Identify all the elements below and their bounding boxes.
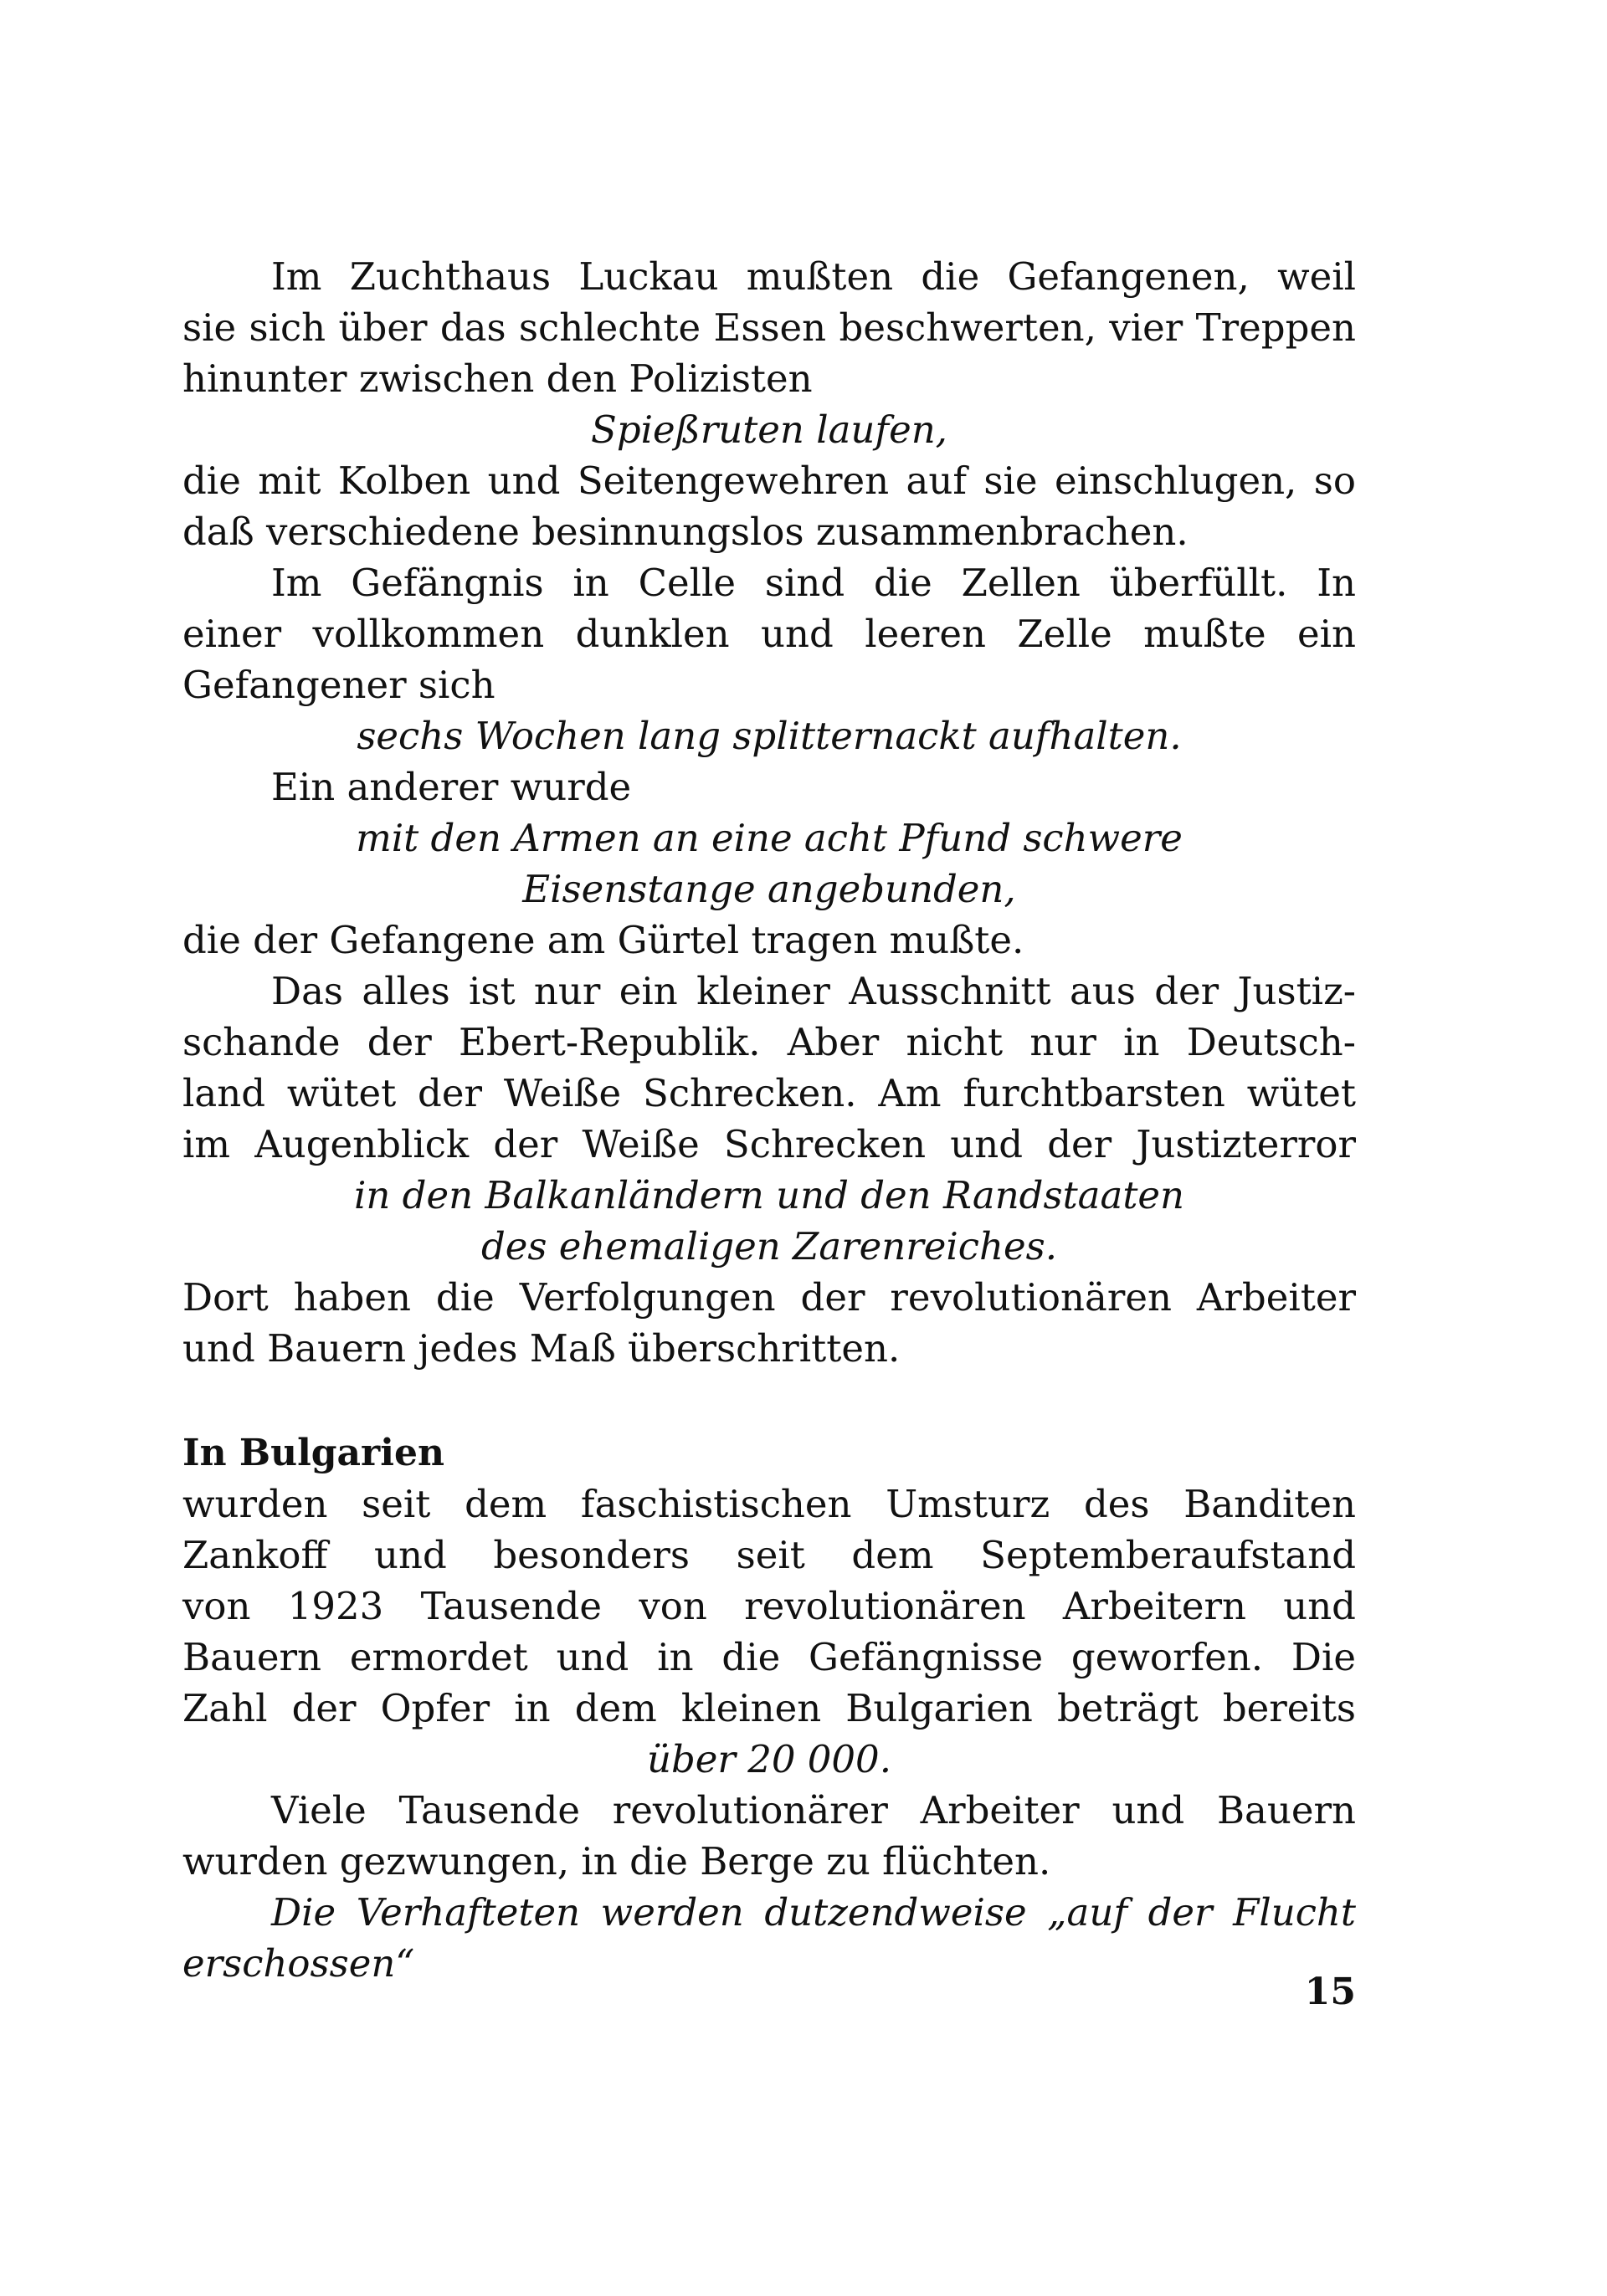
text-line: land wütet der Weiße Schrecken. Am furchtbarsten wütet xyxy=(182,1071,1356,1115)
text-line: einer vollkommen dunklen und leeren Zelle mußte ein xyxy=(182,612,1356,656)
emphasis-line: mit den Armen an eine acht Pfund schwere xyxy=(356,816,1183,860)
emphasis-line: Eisenstange angebunden, xyxy=(522,867,1016,911)
text-line: von 1923 Tausende von revolutionären Arbeitern und xyxy=(182,1584,1356,1628)
emphasis-line: sechs Wochen lang splitternackt aufhalten. xyxy=(357,714,1182,758)
emphasis-line: des ehemaligen Zarenreiches. xyxy=(480,1224,1058,1268)
text-line: hinunter zwischen den Polizisten xyxy=(182,356,813,401)
text-line: wurden gezwungen, in die Berge zu flüchten. xyxy=(182,1839,1051,1883)
text-line: Im Gefängnis in Celle sind die Zellen überfüllt. In xyxy=(271,561,1356,605)
text-line: Viele Tausende revolutionärer Arbeiter und Bauern xyxy=(271,1788,1356,1832)
text-line: schande der Ebert-Republik. Aber nicht nur in Deutsch- xyxy=(182,1020,1356,1064)
paragraph-ebert-republik xyxy=(182,966,1356,1374)
emphasis-line: Spießruten laufen, xyxy=(591,407,947,452)
text-line: Im Zuchthaus Luckau mußten die Gefangenen, weil xyxy=(271,254,1356,299)
text-line: die mit Kolben und Seitengewehren auf sie einschlugen, so xyxy=(182,459,1356,503)
paragraph-celle xyxy=(182,557,1356,966)
page-number: 15 xyxy=(1304,1971,1356,2013)
text-line: Das alles ist nur ein kleiner Ausschnitt aus der Justiz- xyxy=(271,969,1356,1013)
text-line: Zankoff und besonders seit dem Septemberaufstand xyxy=(182,1533,1356,1577)
emphasis-line: erschossen“ xyxy=(182,1941,415,1986)
page-body xyxy=(182,251,1356,1989)
section-heading: In Bulgarien xyxy=(182,1432,444,1474)
text-line: daß verschiedene besinnungslos zusammenbrachen. xyxy=(182,510,1189,554)
emphasis-line: in den Balkanländern und den Randstaaten xyxy=(353,1173,1185,1217)
text-line: im Augenblick der Weiße Schrecken und der Justizterror xyxy=(182,1122,1356,1166)
section-bulgarien xyxy=(182,1427,1356,1989)
text-line: und Bauern jedes Maß überschritten. xyxy=(182,1326,901,1371)
text-line: Zahl der Opfer in dem kleinen Bulgarien beträgt bereits xyxy=(182,1686,1356,1730)
text-line: Ein anderer wurde xyxy=(271,765,632,809)
paragraph-luckau xyxy=(182,251,1356,557)
section-gap xyxy=(182,1374,1356,1427)
text-line: die der Gefangene am Gürtel tragen mußte. xyxy=(182,918,1024,962)
text-line: Bauern ermordet und in die Gefängnisse geworfen. Die xyxy=(182,1635,1356,1679)
text-line: wurden seit dem faschistischen Umsturz des Banditen xyxy=(182,1482,1356,1526)
text-line: Dort haben die Verfolgungen der revolutionären Arbeiter xyxy=(182,1275,1356,1320)
emphasis-line: über 20 000. xyxy=(647,1737,891,1781)
text-line: sie sich über das schlechte Essen beschwerten, vier Treppen xyxy=(182,305,1356,350)
emphasis-line: Die Verhafteten werden dutzendweise „auf der Flucht xyxy=(271,1890,1356,1935)
text-line: Gefangener sich xyxy=(182,663,495,707)
